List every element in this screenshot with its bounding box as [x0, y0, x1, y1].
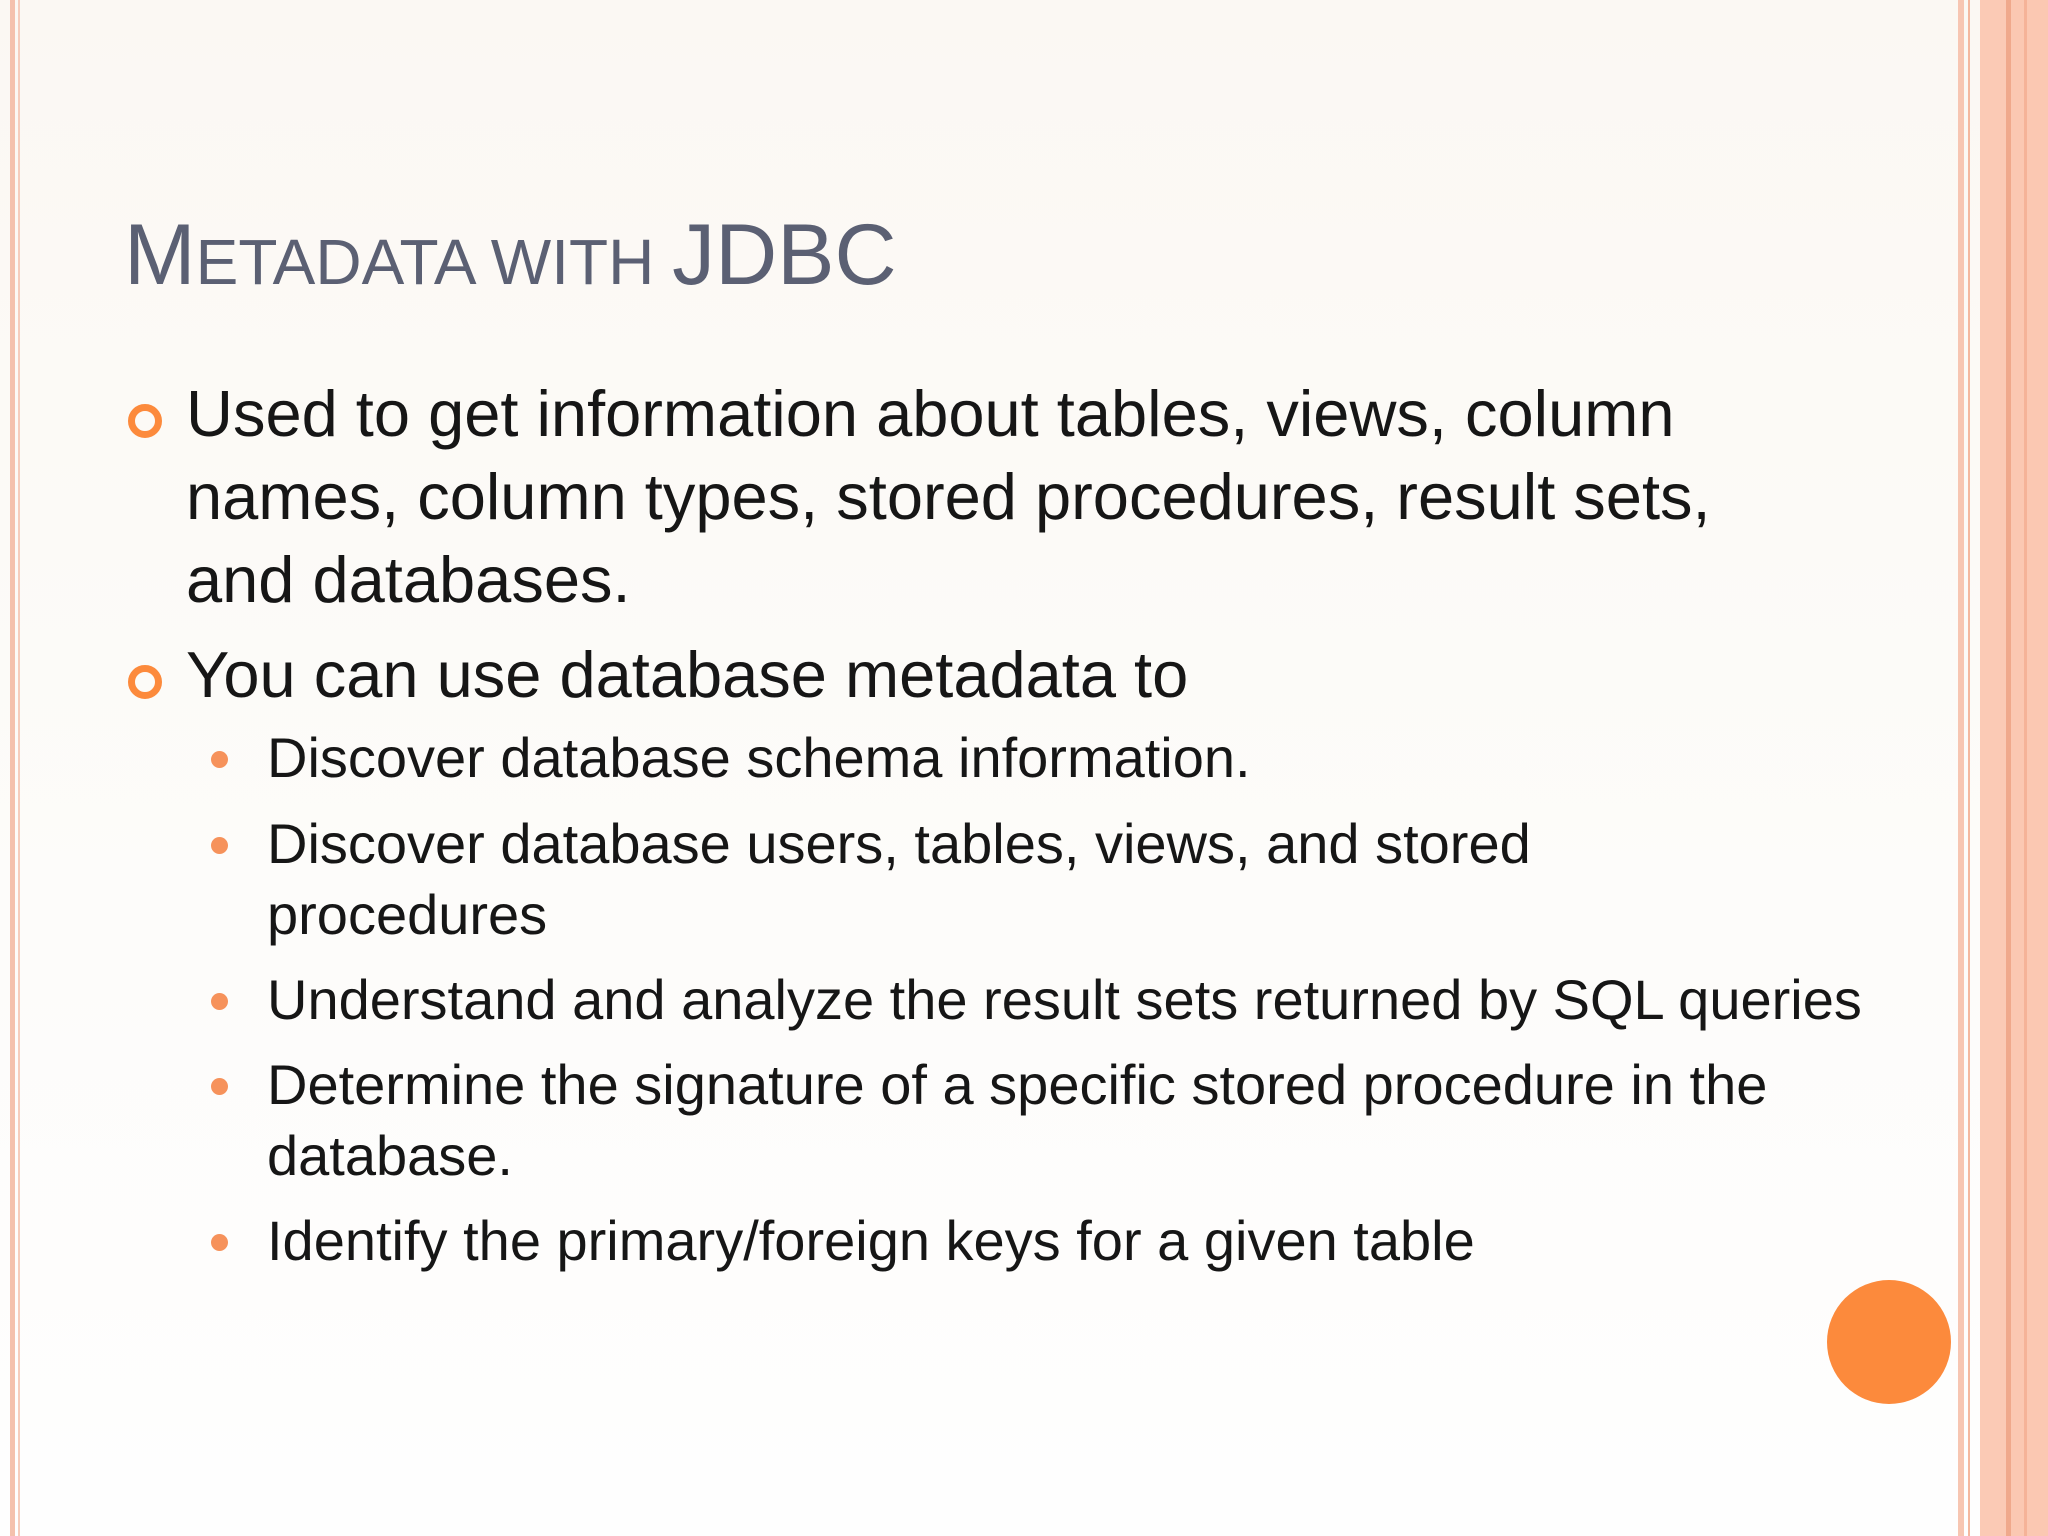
bullet-text: You can use database metadata to [186, 638, 1189, 711]
dot-bullet-icon [211, 837, 228, 854]
bullet-item [124, 372, 1764, 621]
bullet-text: Used to get information about tables, views, column names, column types, stored procedures, result sets, and databases. [186, 377, 1711, 616]
sub-bullet-list [124, 722, 1862, 1276]
sub-bullet-text: Identify the primary/foreign keys for a given table [267, 1209, 1475, 1272]
decorative-orange-circle [1827, 1280, 1951, 1404]
right-border-band [1980, 0, 2006, 1536]
title-tail: JDBC [672, 207, 897, 303]
dot-bullet-icon [211, 1234, 228, 1251]
title-first-letter: M [124, 207, 196, 303]
sub-bullet-item [124, 1205, 1764, 1276]
left-border-line-inner [18, 0, 20, 1536]
left-border-line [10, 0, 15, 1536]
ring-bullet-icon [128, 404, 162, 438]
sub-bullet-item [124, 722, 1764, 793]
sub-bullet-item [124, 1049, 1857, 1191]
sub-bullet-item [124, 964, 1867, 1035]
sub-bullet-text: Discover database schema information. [267, 726, 1251, 789]
dot-bullet-icon [211, 1078, 228, 1095]
right-border-band-outer [2011, 0, 2048, 1536]
right-border-line-thin [1968, 0, 1970, 1536]
right-border-band-stripe [2024, 0, 2027, 1536]
ring-bullet-icon [128, 665, 162, 699]
sub-bullet-item [124, 808, 1767, 950]
dot-bullet-icon [211, 993, 228, 1010]
slide-title [124, 205, 897, 312]
sub-bullet-text: Discover database users, tables, views, and stored procedures [267, 812, 1531, 946]
dot-bullet-icon [211, 751, 228, 768]
title-smallcaps: ETADATA WITH [195, 226, 673, 298]
sub-bullet-text: Determine the signature of a specific stored procedure in the database. [267, 1053, 1768, 1187]
slide-content [124, 372, 1862, 1290]
right-border-line [1958, 0, 1964, 1536]
bullet-item [124, 633, 1764, 716]
sub-bullet-text: Understand and analyze the result sets returned by SQL queries [267, 968, 1862, 1031]
